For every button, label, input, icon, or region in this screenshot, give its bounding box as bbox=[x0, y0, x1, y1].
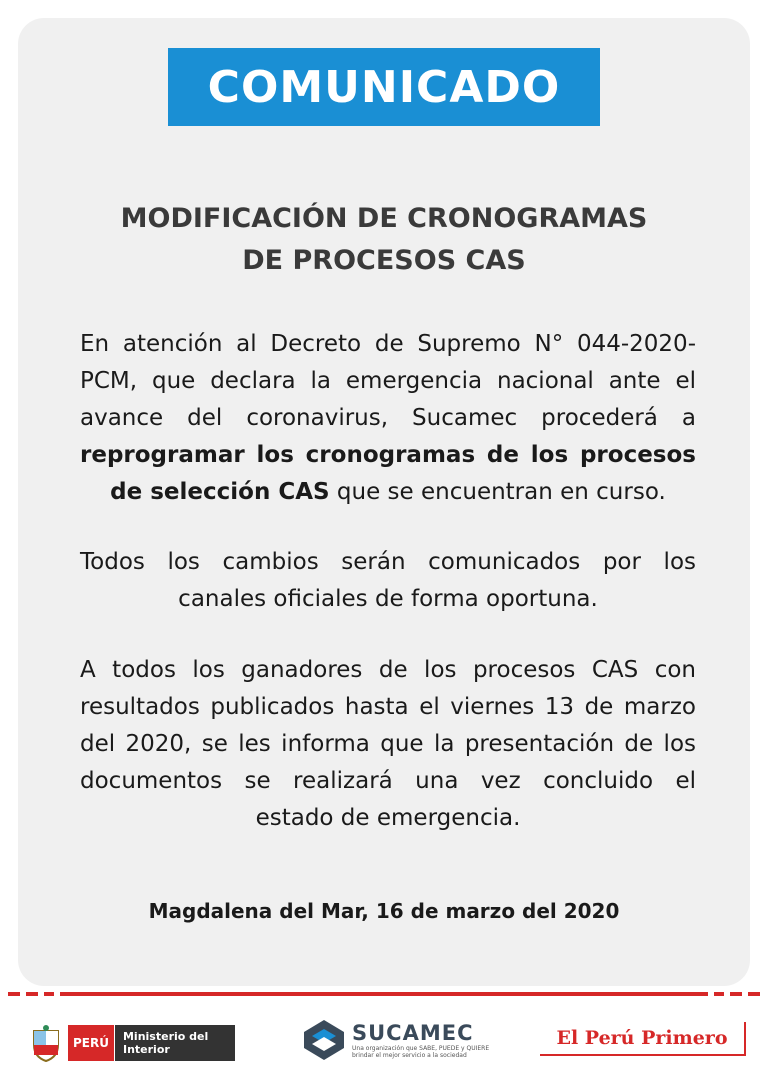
footer-divider bbox=[0, 992, 768, 997]
paragraph-1 bbox=[80, 326, 696, 511]
footer bbox=[0, 1010, 768, 1080]
paragraph-3-line-3: del 2020, se les informa que la presentación de los bbox=[80, 731, 696, 757]
paragraph-2-line-2: canales oficiales de forma oportuna. bbox=[178, 586, 598, 612]
paragraph-1-line-3: avance del coronavirus, Sucamec procederá a bbox=[80, 405, 696, 431]
paragraph-1-line-1: En atención al Decreto de Supremo N° 044-2020- bbox=[80, 331, 696, 357]
notice-title bbox=[40, 198, 728, 282]
sucamec-logo bbox=[302, 1018, 489, 1062]
paragraph-1-line-5-rest: que se encuentran en curso. bbox=[329, 479, 666, 505]
sucamec-emblem-icon bbox=[302, 1018, 346, 1062]
peru-label-box: PERÚ bbox=[68, 1025, 114, 1061]
comunicado-banner bbox=[168, 48, 600, 126]
sucamec-tagline-2: brindar el mejor servicio a la sociedad bbox=[352, 1052, 467, 1059]
title-line-2: DE PROCESOS CAS bbox=[242, 245, 526, 276]
paragraph-2-line-1: Todos los cambios serán comunicados por los bbox=[80, 549, 696, 575]
notice-date: Magdalena del Mar, 16 de marzo del 2020 bbox=[148, 899, 620, 923]
paragraph-3 bbox=[80, 652, 696, 837]
paragraph-1-line-2: PCM, que declara la emergencia nacional ante el bbox=[80, 368, 696, 394]
paragraph-3-line-4: documentos se realizará una vez concluido el bbox=[80, 768, 696, 794]
sucamec-name: SUCAMEC bbox=[352, 1021, 474, 1045]
paragraph-3-line-1: A todos los ganadores de los procesos CAS con bbox=[80, 657, 696, 683]
paragraph-1-line-4: reprogramar los cronogramas de los procesos bbox=[80, 442, 696, 468]
slogan-text: El Perú Primero bbox=[556, 1027, 728, 1049]
banner-label: COMUNICADO bbox=[207, 61, 561, 113]
paragraph-3-line-2: resultados publicados hasta el viernes 13 de marzo bbox=[80, 694, 696, 720]
paragraph-1-line-5 bbox=[80, 474, 696, 511]
title-line-1: MODIFICACIÓN DE CRONOGRAMAS bbox=[120, 203, 648, 234]
ministry-label-box: Ministerio del Interior bbox=[114, 1025, 235, 1061]
ministry-logo bbox=[30, 1020, 235, 1066]
paragraph-2 bbox=[80, 544, 696, 618]
paragraph-3-line-5: estado de emergencia. bbox=[255, 805, 521, 831]
el-peru-primero-logo bbox=[540, 1022, 746, 1056]
sucamec-tagline-1: Una organización que SABE, PUEDE y QUIERE bbox=[352, 1045, 490, 1052]
peru-shield-icon bbox=[30, 1023, 62, 1063]
paragraph-1-bold-phrase: de selección CAS bbox=[110, 479, 330, 505]
